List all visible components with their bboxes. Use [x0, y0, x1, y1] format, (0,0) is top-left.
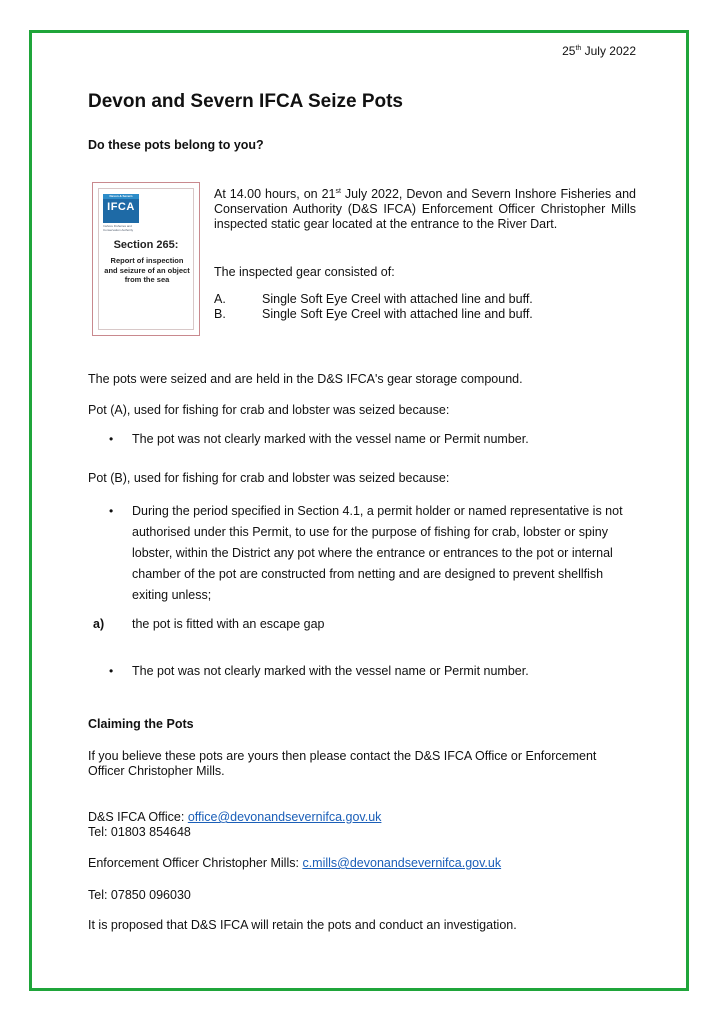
list-item [88, 432, 636, 447]
seized-paragraph: The pots were seized and are held in the D&S IFCA's gear storage compound. [88, 372, 523, 386]
list-marker: B. [214, 307, 226, 321]
page-subtitle: Do these pots belong to you? [88, 138, 264, 152]
claim-heading: Claiming the Pots [88, 717, 194, 731]
claim-paragraph: If you believe these pots are yours then please contact the D&S IFCA Office or Enforcement Officer Christopher Mills. [88, 749, 597, 778]
pot-b-reasons-continued [88, 664, 636, 679]
pot-a-paragraph: Pot (A), used for fishing for crab and lobster was seized because: [88, 403, 450, 417]
list-item-text: Single Soft Eye Creel with attached line and buff. [262, 292, 533, 306]
list-item [214, 307, 636, 322]
office-contact [88, 810, 381, 840]
logo-top-text: Devon & Severn [103, 194, 139, 199]
report-card-image [92, 182, 200, 336]
list-item-text: the pot is fitted with an escape gap [132, 617, 325, 631]
officer-contact [88, 856, 501, 871]
list-item-text: The pot was not clearly marked with the vessel name or Permit number. [132, 432, 529, 446]
list-marker: a) [93, 617, 105, 631]
list-item [88, 501, 628, 606]
gear-intro: The inspected gear consisted of: [214, 265, 395, 279]
office-email-link[interactable]: office@devonandsevernifca.gov.uk [187, 810, 382, 824]
bullet-icon: • [109, 664, 114, 678]
closing-paragraph: It is proposed that D&S IFCA will retain the pots and conduct an investigation. [88, 918, 517, 932]
report-card-heading: Section 265: [113, 239, 179, 251]
bullet-icon: • [109, 432, 114, 446]
bullet-icon: • [109, 504, 114, 518]
pot-a-reasons [88, 432, 636, 447]
logo-tagline: Inshore Fisheries and Conservation Authority [103, 224, 134, 232]
sub-condition [88, 617, 628, 632]
gear-list [214, 292, 636, 322]
office-tel: Tel: 01803 854648 [88, 825, 191, 839]
office-line [88, 810, 381, 825]
officer-label: Enforcement Officer Christopher Mills: [88, 856, 303, 870]
intro-paragraph: At 14.00 hours, on 21st July 2022, Devon and Severn Inshore Fisheries and Conservation Authority (D&S IFCA) Enforcement Officer Christopher Mills inspected static gear located at the entrance to the River Dart. [214, 187, 636, 232]
pot-b-reasons [88, 501, 628, 606]
pot-b-paragraph: Pot (B), used for fishing for crab and lobster was seized because: [88, 471, 450, 485]
officer-tel: Tel: 07850 096030 [88, 888, 191, 902]
list-item-text: During the period specified in Section 4.1, a permit holder or named representative is not authorised under this Permit, to use for the purpose of fishing for crab, lobster or spiny lobster, within the District any pot where the entrance or entrances to the pot or internal chamber of the pot are constructed from netting and are designed to prevent shellfish exiting unless; [132, 504, 623, 602]
logo-text: IFCA [107, 201, 135, 213]
list-marker: A. [214, 292, 226, 306]
document-date: 25th July 2022 [562, 44, 636, 58]
list-item-text: The pot was not clearly marked with the vessel name or Permit number. [132, 664, 529, 678]
list-item [214, 292, 636, 307]
list-item-text: Single Soft Eye Creel with attached line and buff. [262, 307, 533, 321]
report-card-subheading: Report of inspection and seizure of an object from the sea [104, 256, 190, 284]
page-title: Devon and Severn IFCA Seize Pots [88, 91, 403, 112]
officer-email-link[interactable]: c.mills@devonandsevernifca.gov.uk [302, 856, 502, 870]
list-item [88, 664, 636, 679]
office-label: D&S IFCA Office: [88, 810, 188, 824]
